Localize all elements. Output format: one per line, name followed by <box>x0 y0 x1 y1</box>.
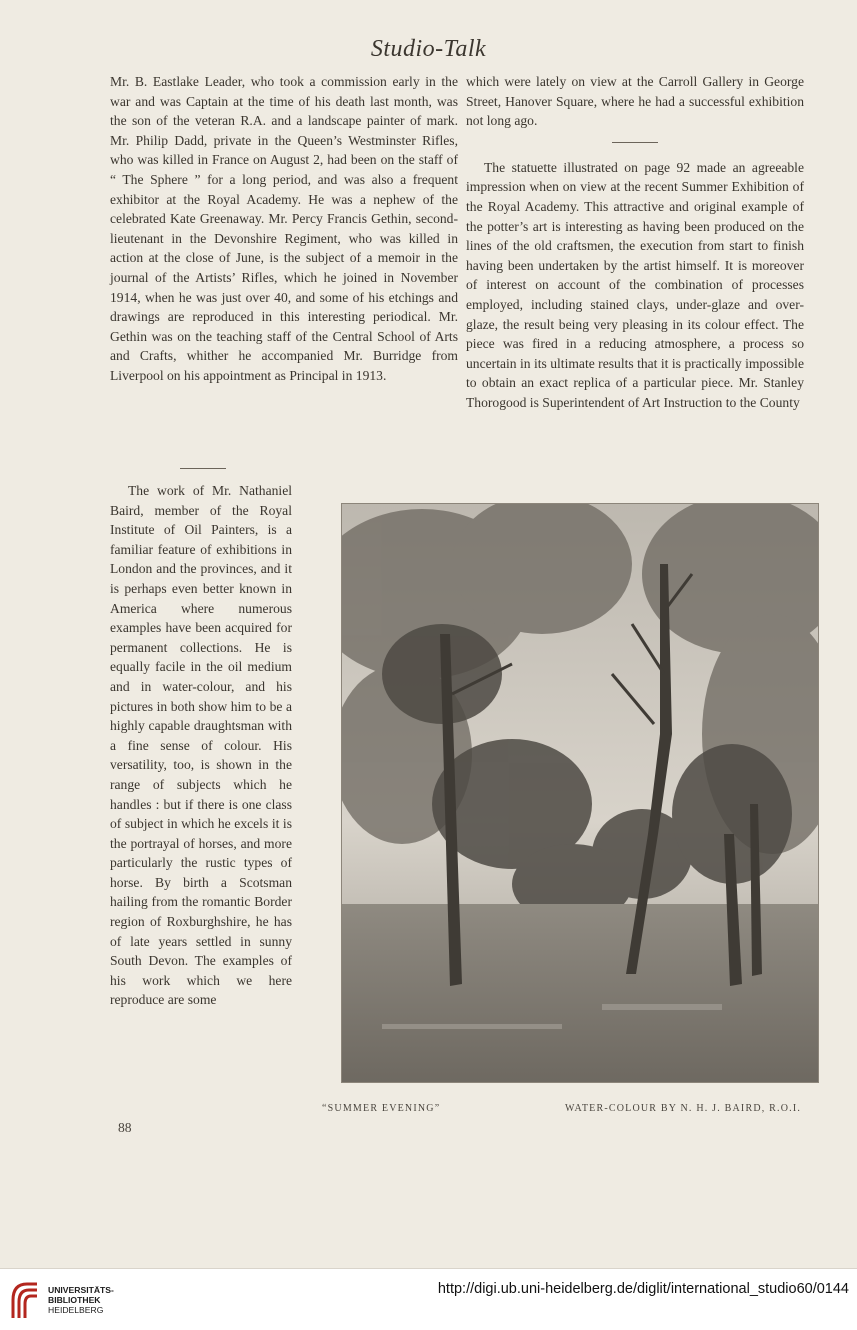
page-number: 88 <box>118 1120 132 1135</box>
logo-line-3: HEIDELBERG <box>48 1305 104 1315</box>
left-column-paragraph: Mr. B. Eastlake Leader, who took a commission early in the war and was Captain at the time of his death last month, was the son of the veteran R.A. and a landscape painter of mark. Mr. Philip Dadd, private in the Queen’s Westminster Rifles, who was killed in France on August 2, had been on the staff of “ The Sphere ” for a long period, and was also a frequent exhibitor at the Royal Academy. He was a nephew of the celebrated Kate Greenaway. Mr. Percy Francis Gethin, second-lieutenant in the Devonshire Regiment, who was killed in action at the close of June, is the subject of a memoir in the journal of the Artists’ Rifles, which he joined in November 1914, when he was just over 40, and some of his etchings and drawings are reproduced in this interesting periodical. Mr. Gethin was on the teaching staff of the Central School of Arts and Crafts, whither he accompanied Mr. Burridge from Liverpool on his appointment as Principal in 1913. <box>110 74 458 383</box>
running-head: Studio-Talk <box>370 36 487 62</box>
painting-image <box>342 504 818 1082</box>
narrow-column <box>110 481 292 1010</box>
source-url-link[interactable]: http://digi.ub.uni-heidelberg.de/diglit/international_studio60/0144 <box>437 1281 849 1297</box>
library-logo-icon <box>9 1278 41 1322</box>
right-column-paragraph-2: The statuette illustrated on page 92 made an agreeable impression when on view at the recent Summer Exhibition of the Royal Academy. This attractive and original example of the potter’s art is interesting as having been produced on the lines of the old craftsmen, the execution from start to finish having been undertaken by the artist himself. It is moreover of interest on account of the combination of processes employed, including stained clays, under-glaze and over-glaze, the result being very pleasing in its colour effect. The piece was fired in a reducing atmosphere, a process so uncertain in its ultimate results that it is practically impossible to obtain an exact replica of a particular piece. Mr. Stanley Thorogood is Superintendent of Art Instruction to the County <box>466 159 804 410</box>
left-column <box>110 72 458 386</box>
painting-summer-evening <box>341 503 819 1083</box>
section-divider-right <box>612 142 658 143</box>
narrow-column-paragraph: The work of Mr. Nathaniel Baird, member of the Royal Institute of Oil Painters, is a familiar feature of exhibitions in London and the provinces, and it is perhaps even better known in America where numerous examples have been acquired for permanent collections. He is equally facile in the oil medium and in water-colour, and his pictures in both show him to be a highly capable draughtsman with a fine sense of colour. His versatility, too, is shown in the range of subjects which he handles : but if there is one class of subject in which he excels it is the portrayal of horses, and more particularly the rustic types of horse. By birth a Scotsman hailing from the romantic Border region of Roxburghshire, he has of late years settled in sunny South Devon. The examples of his work which we here reproduce are some <box>110 483 292 1008</box>
library-logo-text <box>48 1285 114 1315</box>
caption-credit: WATER-COLOUR BY N. H. J. BAIRD, R.O.I. <box>565 1103 802 1114</box>
logo-line-2: BIBLIOTHEK <box>48 1295 101 1305</box>
footer-bar <box>0 1268 857 1330</box>
right-column-paragraph-1: which were lately on view at the Carroll Gallery in George Street, Hanover Square, where he had a successful exhibition not long ago. <box>466 74 804 129</box>
caption-title: “SUMMER EVENING” <box>322 1103 441 1114</box>
logo-line-1: UNIVERSITÄTS- <box>48 1285 114 1295</box>
section-divider-left <box>180 468 226 469</box>
right-column <box>466 72 804 413</box>
